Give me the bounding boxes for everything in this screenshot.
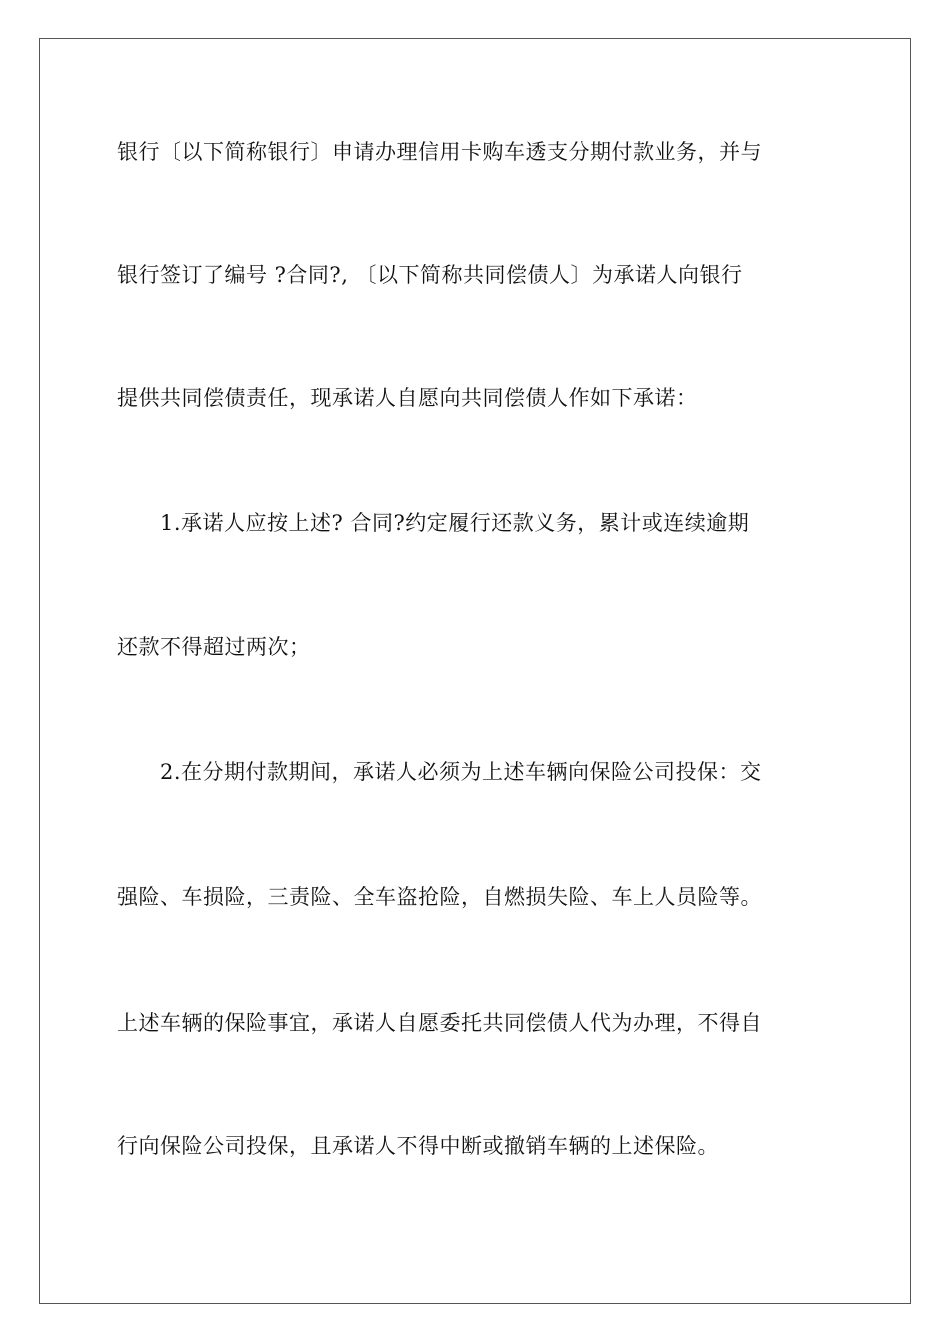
clause-2-line: 上述车辆的保险事宜，承诺人自愿委托共同偿债人代为办理，不得自	[117, 1011, 762, 1035]
paragraph-line: 银行签订了编号 ?合同?, 〔以下简称共同偿债人〕为承诺人向银行	[117, 263, 743, 287]
paragraph-line: 银行〔以下简称银行〕申请办理信用卡购车透支分期付款业务，并与	[117, 140, 762, 164]
clause-1-line: 1.承诺人应按上述? 合同?约定履行还款义务，累计或连续逾期	[160, 511, 750, 535]
clause-2-line: 行向保险公司投保，且承诺人不得中断或撤销车辆的上述保险。	[117, 1134, 719, 1158]
clause-1-line: 还款不得超过两次；	[117, 635, 311, 659]
paragraph-line: 提供共同偿债责任，现承诺人自愿向共同偿债人作如下承诺：	[117, 386, 698, 410]
clause-2-line: 强险、车损险，三责险、全车盗抢险，自燃损失险、车上人员险等。	[117, 885, 762, 909]
page-border	[39, 38, 911, 1304]
clause-2-line: 2.在分期付款期间，承诺人必须为上述车辆向保险公司投保：交	[160, 760, 762, 784]
